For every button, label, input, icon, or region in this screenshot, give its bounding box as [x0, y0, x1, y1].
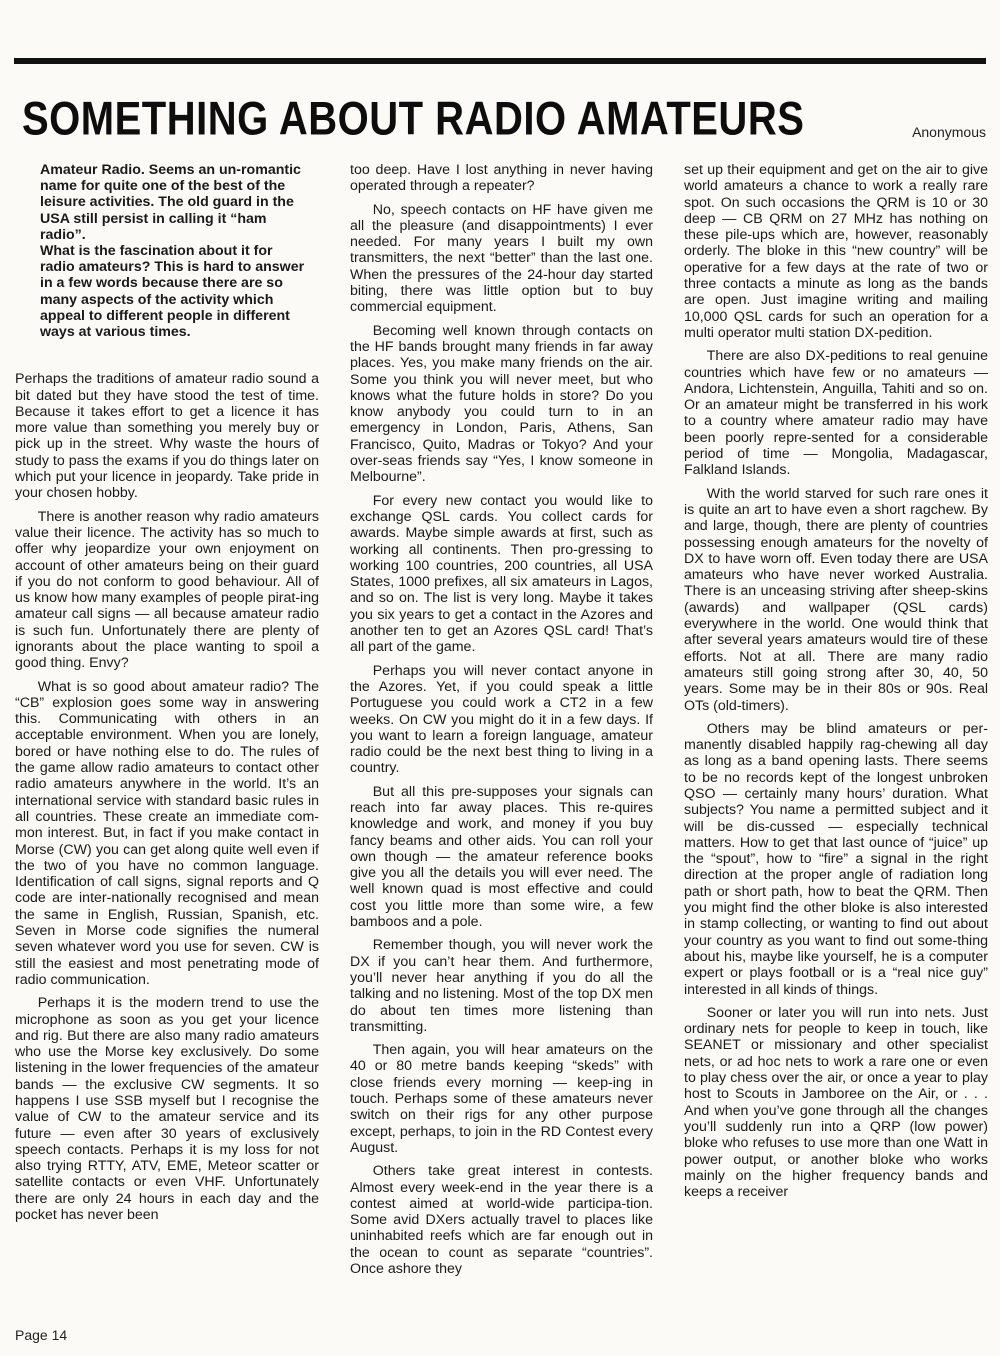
- body-paragraph: Others take great interest in contests. Almost every week-end in the year there is a contest aimed at world-wide participa-tion. Some avid DXers actually travel to places like uninhabited reefs which are far enough out in the ocean to count as separate “countries”. Once ashore they: [350, 1163, 653, 1277]
- body-paragraph: What is so good about amateur radio? The “CB” explosion goes some way in answering this. Communicating with others in an acceptable environment. When you are lonely, bored or have nothing else to do. The rules of the game allow radio amateurs to contact other radio amateurs anywhere in the world. It’s an international service with standard basic rules in all countries. These create an immediate com-mon interest. But, in fact if you make contact in Morse (CW) you can get along quite well even if the two of you have no common language. Identification of call signs, signal reports and Q code are inter-nationally recognised and mean the same in English, Russian, Spanish, etc. Seven in Morse code signifies the numeral seven whatever word you use for seven. CW is still the easiest and most penetrating mode of radio communication.: [15, 678, 319, 988]
- body-paragraph: Then again, you will hear amateurs on the 40 or 80 metre bands keeping “skeds” with close friends every morning — keep-ing in touch. Perhaps some of these amateurs never switch on their rigs for any other purpose except, perhaps, to join in the RD Contest every August.: [350, 1042, 653, 1156]
- body-paragraph: set up their equipment and get on the air to give world amateurs a chance to work a really rare spot. On such occasions the QRM is 10 or 30 deep — CB QRM on 27 MHz has nothing on these pile-ups which are, however, reasonably orderly. The bloke in this “new country” will be operative for a few days at the rate of two or three contacts a minute as long as the bands are open. Just imagine writing and mailing 10,000 QSL cards for such an operation for a multi operator multi station DX-pedition.: [684, 162, 988, 341]
- body-paragraph: Perhaps the traditions of amateur radio sound a bit dated but they have stood the test of time. Because it takes effort to get a licence it has more value than something you merely buy or pick up in the street. Why waste the hours of study to pass the exams if you do things later on which put your licence in jeopardy. Take pride in your chosen hobby.: [15, 371, 319, 502]
- body-paragraph: Remember though, you will never work the DX if you can’t hear them. And furthermore, you’ll never hear anything if you do all the talking and no listening. Most of the top DX men do about ten times more listening than transmitting.: [350, 937, 653, 1035]
- body-paragraph: No, speech contacts on HF have given me all the pleasure (and disappointments) I ever needed. For many years I built my own transmitters, the next “better” than the last one. When the pressures of the 24-hour day started biting, there was little option but to buy commercial equipment.: [350, 201, 653, 316]
- column-3: [684, 162, 988, 1207]
- body-paragraph: There are also DX-peditions to real genuine countries which have few or no amateurs — Andora, Lichtenstein, Anguilla, Tahiti and so on. Or an amateur might be transferred in his work to a country where amateur radio may have been poorly repre-sented for a considerable period of time — Mongolia, Madagascar, Falkland Islands.: [684, 348, 988, 479]
- intro-paragraph: Amateur Radio. Seems an un-romantic name for quite one of the best of the leisure activities. The old guard in the USA still persist in calling it “ham radio”.: [40, 162, 301, 243]
- column-1: [15, 162, 319, 1230]
- body-paragraph: With the world starved for such rare ones it is quite an art to have even a short ragchew. By and large, though, there are plenty of countries possessing enough amateurs for the novelty of DX to have worn off. Even today there are USA amateurs who have never worked Australia. There is an unceasing striving after sheep-skins (awards) and wallpaper (QSL cards) everywhere in the world. One would think that after several years amateurs would tire of these efforts. Not at all. There are many radio amateurs still going strong after 30, 40, 50 years. Some may be in their 80s or 90s. Real OTs (old-timers).: [684, 485, 988, 714]
- article-intro: [40, 162, 310, 340]
- intro-paragraph: What is the fascination about it for radio amateurs? This is hard to answer in a few words because there are so many aspects of the activity which appeal to different people in different ways at various times.: [40, 243, 305, 341]
- body-paragraph: There is another reason why radio amateurs value their licence. The activity has so much to offer why jeopardize your own enjoyment on account of other amateurs being on their guard if you do not conform to good behaviour. All of us know how many examples of people pirat-ing amateur call signs — all because amateur radio is such fun. Unfortunately there are plenty of ignorants about the place wanting to spoil a good thing. Envy?: [15, 508, 319, 672]
- column-2: [350, 162, 653, 1284]
- article-author: Anonymous: [912, 124, 986, 140]
- article-title: SOMETHING ABOUT RADIO AMATEURS: [22, 92, 805, 145]
- body-paragraph: too deep. Have I lost anything in never having operated through a repeater?: [350, 162, 653, 195]
- page-number: Page 14: [15, 1327, 68, 1343]
- body-paragraph: Perhaps you will never contact anyone in the Azores. Yet, if you could speak a little Portuguese you could work a CT2 in a few weeks. On CW you might do it in a few days. If you want to learn a foreign language, amateur radio could be the next best thing to living in a country.: [350, 662, 653, 777]
- body-paragraph: Others may be blind amateurs or per-manently disabled happily rag-chewing all day as long as a band opening lasts. There seems to be no records kept of the longest unbroken QSO — certainly many hours’ duration. What subjects? You name a permitted subject and it will be dis-cussed — especially technical matters. How to get that last ounce of “juice” up the “spout”, how to “fire” a signal in the right direction at the proper angle of radiation long path or short path, how to beat the QRM. Then you might find the other bloke is also interested in stamp collecting, or wanting to find out about your country as you want to find out some-thing about his, maybe like yourself, he is a computer expert or plays football or is a “real nice guy” interested in all kinds of things.: [684, 720, 988, 998]
- body-paragraph: For every new contact you would like to exchange QSL cards. You collect cards for awards. Maybe simple awards at first, such as working all continents. Then pro-gressing to working 100 countries, 200 countries, all USA States, 1000 prefixes, all six amateurs in Lagos, and so on. The list is very long. Maybe it takes you six years to get a contact in the Azores and another ten to get an Azores QSL card! That’s all part of the game.: [350, 492, 653, 656]
- body-paragraph: Becoming well known through contacts on the HF bands brought many friends in far away places. Yes, you make many friends on the air. Some you think you will never meet, but who knows what the future holds in store? Do you know anybody you could turn to in an emergency in London, Paris, Athens, San Francisco, Quito, Madras or Tokyo? And your over-seas friends say “Yes, I know someone in Melbourne”.: [350, 322, 653, 486]
- body-paragraph: Perhaps it is the modern trend to use the microphone as soon as you get your licence and rig. But there are also many radio amateurs who use the Morse key exclusively. Do some listening in the lower frequencies of the amateur bands — the exclusive CW segments. It so happens I use SSB myself but I recognise the value of CW to the amateur service and its future — even after 30 years of exclusively speech contacts. Perhaps it is my loss for not also trying RTTY, ATV, EME, Meteor scatter or satellite contacts or even VHF. Unfortunately there are only 24 hours in each day and the pocket has never been: [15, 995, 319, 1224]
- body-paragraph: Sooner or later you will run into nets. Just ordinary nets for people to keep in touch, like SEANET or missionary and other specialist nets, or ad hoc nets to work a rare one or even to play chess over the air, or once a year to play host to Scouts in Jamboree on the Air, or . . . And when you’ve gone through all the changes you’ll suddenly run into a QRP (low power) bloke who refuses to use more than one Watt in power output, or another bloke who works mainly on the higher frequency bands and keeps a receiver: [684, 1004, 988, 1201]
- body-paragraph: But all this pre-supposes your signals can reach into far away places. This re-quires knowledge and work, and money if you buy fancy beams and other aids. You can roll your own though — the amateur reference books give you all the details you will ever need. The well known quad is most effective and could cost you little more than some wire, a few bamboos and a pole.: [350, 783, 653, 931]
- title-rule: [14, 58, 986, 64]
